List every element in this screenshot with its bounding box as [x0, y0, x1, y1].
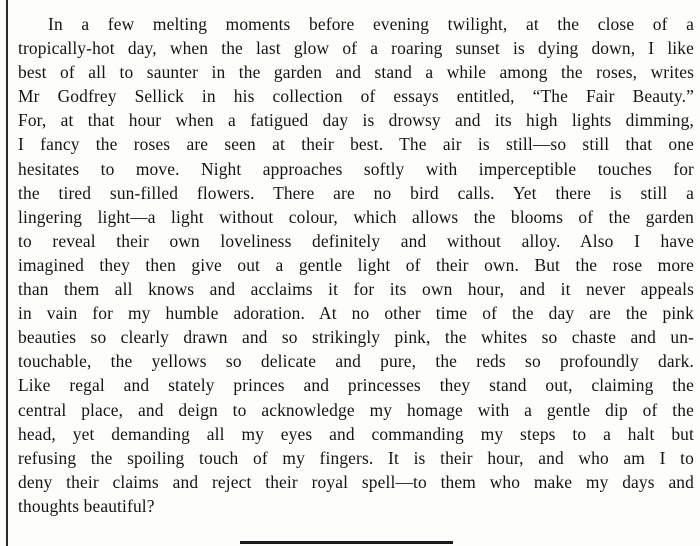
article-line: lingering light—a light without colour, which allows the blooms of the garden [18, 206, 694, 227]
article-line: central place, and deign to acknowledge my homage with a gentle dip of the [18, 399, 694, 420]
article-line: in vain for my humble adoration. At no other time of the day are the pink [18, 303, 694, 324]
article-line: I fancy the roses are seen at their best. The air is still—so still that one [18, 134, 694, 155]
article-line: Like regal and stately princes and princesses they stand out, claiming the [18, 375, 694, 396]
article-line: touchable, the yellows so delicate and pure, the reds so profoundly dark. [18, 351, 694, 372]
article-line: hesitates to move. Night approaches softly with imperceptible touches for [18, 158, 694, 179]
section-end-rule [240, 541, 453, 544]
article-line: thoughts beautiful? [18, 495, 155, 516]
article-line: best of all to saunter in the garden and stand a while among the roses, writes [18, 62, 694, 83]
article-line: imagined they then give out a gentle light of their own. But the rose more [18, 254, 694, 275]
article-line: beauties so clearly drawn and so strikingly pink, the whites so chaste and un- [18, 327, 694, 348]
article-line: Mr Godfrey Sellick in his collection of essays entitled, “The Fair Beauty.” [18, 86, 694, 107]
article-line: For, at that hour when a fatigued day is drowsy and its high lights dimming, [18, 110, 694, 131]
article-line: than them all knows and acclaims it for its own hour, and it never appeals [18, 279, 694, 300]
article-line: tropically-hot day, when the last glow of a roaring sunset is dying down, I like [18, 38, 694, 59]
article-line: deny their claims and reject their royal spell—to them who make my days and [18, 471, 694, 492]
article-line: the tired sun-filled flowers. There are no bird calls. Yet there is still a [18, 182, 694, 203]
article-line: In a few melting moments before evening twilight, at the close of a [48, 14, 694, 34]
article-line: refusing the spoiling touch of my fingers. It is their hour, and who am I to [18, 447, 694, 468]
column-divider [6, 0, 8, 546]
article-line: to reveal their own loveliness definitely and without alloy. Also I have [18, 230, 694, 251]
article-line: head, yet demanding all my eyes and commanding my steps to a halt but [18, 423, 694, 444]
article-paragraph [18, 12, 694, 518]
